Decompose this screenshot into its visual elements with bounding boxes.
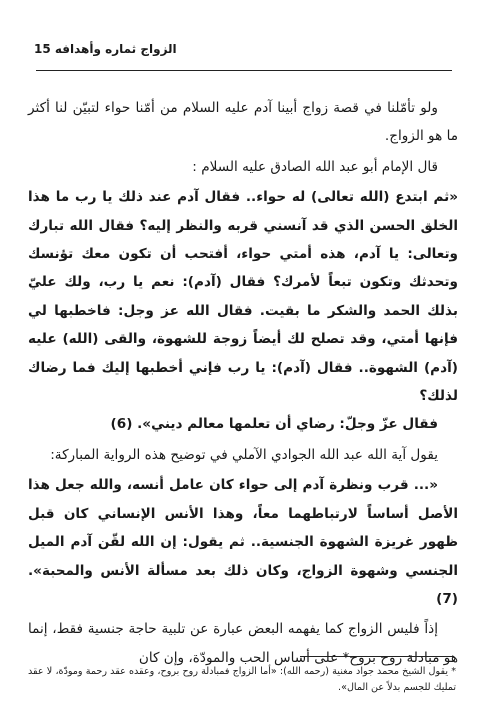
header-divider [36, 70, 452, 71]
quote-hadith-end: فقال عزّ وجلّ: رضاي أن تعلمها معالم ديني». (6) [110, 416, 438, 433]
paragraph-intro: ولو تأمّلنا في قصة زواج أبينا آدم عليه السلام من أمّنا حواء لتبيّن لنا أكثر ما هو الزواج. [28, 100, 458, 145]
running-header [34, 42, 452, 62]
paragraph-commentary-intro: يقول آية الله عبد الله الجوادي الآملي في توضيح هذه الرواية المباركة: [50, 446, 438, 463]
quote-commentary: «... قرب ونظرة آدم إلى حواء كان عامل أنسه، والله جعل هذا الأصل أساساً لارتباطهما معاً، وهذا الأنس الإنساني كان قبل ظهور غريزة الشهوة الجنسية.. ثم يقول: إن الله لقّن آدم الميل الجنسي وشهوة الزواج، وكان ذلك بعد مسألة الأنس والمحبة». (7) [28, 477, 458, 607]
header-title: الزواج ثماره وأهدافه 15 [34, 42, 177, 56]
footnote-item: * يقول الشيخ محمد جواد مغنية (رحمه الله): «أما الزواج فمبادلة روح بروح، وعقده عقد رحمة ومودّة، لا عقد تمليك للجسم بدلاً عن المال». [28, 666, 456, 693]
page-body [28, 94, 458, 672]
footnotes [28, 664, 456, 696]
footnote-divider [300, 656, 454, 657]
paragraph-attribution: قال الإمام أبو عبد الله الصادق عليه السلام : [192, 158, 438, 175]
paragraph-conclusion: إذاً فليس الزواج كما يفهمه البعض عبارة عن تلبية حاجة جنسية فقط، إنما هو مبادلة روح بروح* على أساس الحب والمودّة، وإن كان [28, 621, 458, 666]
quote-hadith: «ثم ابتدع (الله تعالى) له حواء.. فقال آدم عند ذلك يا رب ما هذا الخلق الحسن الذي قد آنسني قربه والنظر إليه؟ فقال الله تبارك وتعالى: يا آدم، هذه أمتي حواء، أفتحب أن تكون معك تؤنسك وتحدثك وتكون تبعاً لأمرك؟ فقال (آدم): نعم يا رب، ولك عليّ بذلك الحمد والشكر ما بقيت. فقال الله عز وجل: فاخطبها لي فإنها أمتي، وقد تصلح لك أيضاً زوجة للشهوة، والقى (الله) عليه (آدم) الشهوة.. فقال (آدم): يا رب فإني أخطبها إليك فما رضاك لذلك؟ [28, 189, 458, 405]
